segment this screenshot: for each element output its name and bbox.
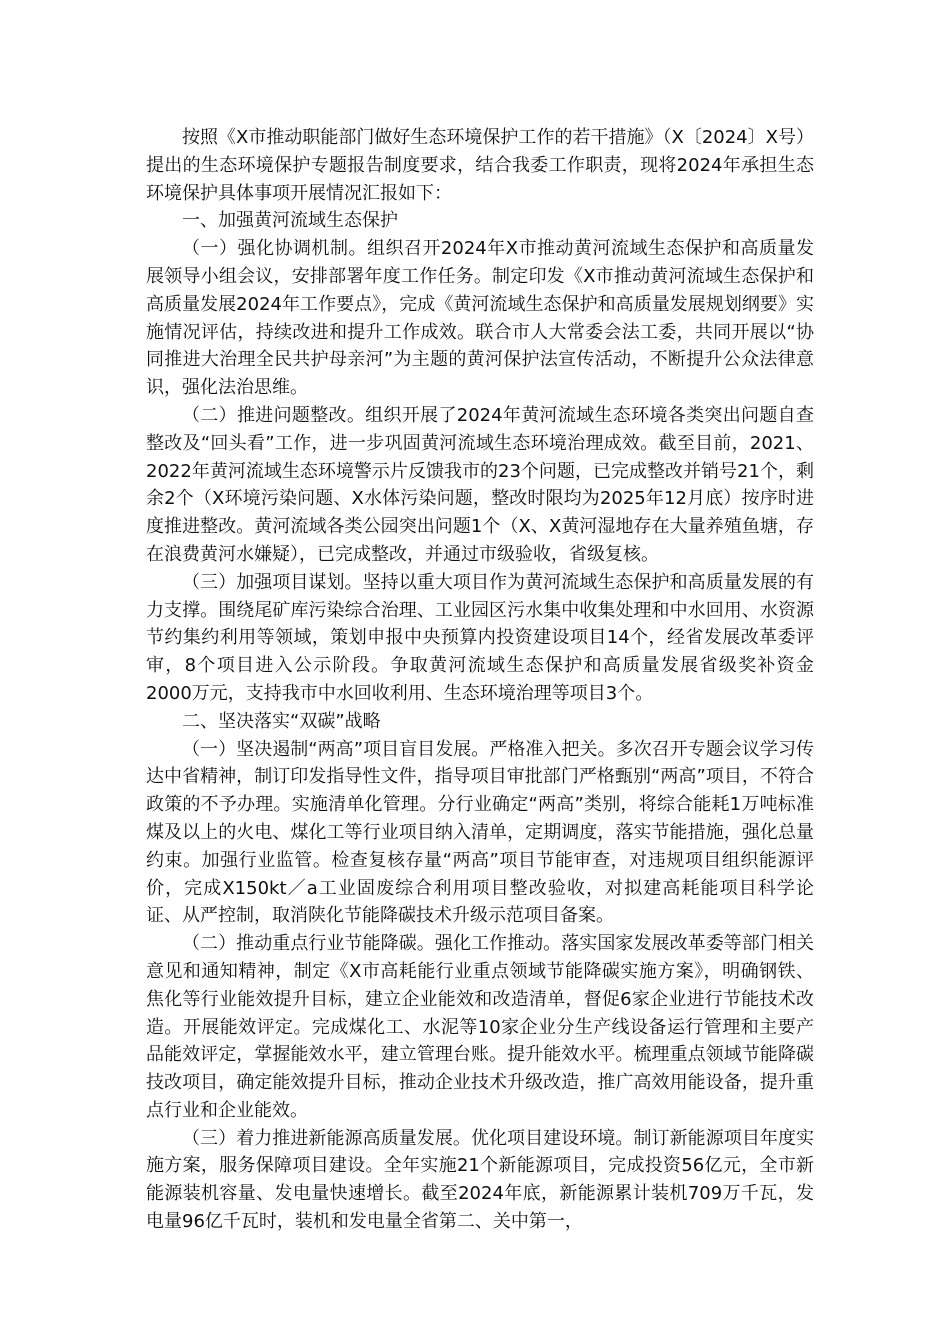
section-heading-2: 二、坚决落实“双碳”战略 — [182, 710, 381, 732]
document-body — [146, 124, 814, 1236]
paragraph-2-2: （二）推动重点行业节能降碳。强化工作推动。落实国家发展改革委等部门相关意见和通知精神，制定《X市高耗能行业重点领域节能降碳实施方案》，明确钢铁、焦化等行业能效提升目标，建立企业能效和改造清单，督促6家企业进行节能技术改造。开展能效评定。完成煤化工、水泥等10家企业分生产线设备运行管理和主要产品能效评定，掌握能效水平，建立管理台账。提升能效水平。梳理重点领域节能降碳技改项目，确定能效提升目标，推动企业技术升级改造，推广高效用能设备，提升重点行业和企业能效。 — [146, 933, 814, 1121]
paragraph-1-3: （三）加强项目谋划。坚持以重大项目作为黄河流域生态保护和高质量发展的有力支撑。围绕尾矿库污染综合治理、工业园区污水集中收集处理和中水回用、水资源节约集约利用等领域，策划申报中央预算内投资建设项目14个，经省发展改革委评审，8个项目进入公示阶段。争取黄河流域生态保护和高质量发展省级奖补资金2000万元，支持我市中水回收利用、生态环境治理等项目3个。 — [146, 571, 814, 704]
section-heading-1: 一、加强黄河流域生态保护 — [182, 210, 398, 232]
paragraph-1-1: （一）强化协调机制。组织召开2024年X市推动黄河流域生态保护和高质量发展领导小组会议，安排部署年度工作任务。制定印发《X市推动黄河流域生态保护和高质量发展2024年工作要点》，完成《黄河流域生态保护和高质量发展规划纲要》实施情况评估，持续改进和提升工作成效。联合市人大常委会法工委，共同开展以“协同推进大治理全民共护母亲河”为主题的黄河保护法宣传活动，不断提升公众法律意识，强化法治思维。 — [146, 238, 814, 399]
paragraph-2-1: （一）坚决遏制“两高”项目盲目发展。严格准入把关。多次召开专题会议学习传达中省精神，制订印发指导性文件，指导项目审批部门严格甄别“两高”项目，不符合政策的不予办理。实施清单化管理。分行业确定“两高”类别，将综合能耗1万吨标准煤及以上的火电、煤化工等行业项目纳入清单，定期调度，落实节能措施，强化总量约束。加强行业监管。检查复核存量“两高”项目节能审查，对违规项目组织能源评价，完成X150kt／a工业固废综合利用项目整改验收，对拟建高耗能项目科学论证、从严控制，取消陕化节能降碳技术升级示范项目备案。 — [146, 738, 814, 927]
intro-paragraph: 按照《X市推动职能部门做好生态环境保护工作的若干措施》（X〔2024〕X号）提出的生态环境保护专题报告制度要求，结合我委工作职责，现将2024年承担生态环境保护具体事项开展情况汇报如下： — [146, 127, 814, 204]
paragraph-2-3: （三）着力推进新能源高质量发展。优化项目建设环境。制订新能源项目年度实施方案，服务保障项目建设。全年实施21个新能源项目，完成投资56亿元，全市新能源装机容量、发电量快速增长。截至2024年底，新能源累计装机709万千瓦，发电量96亿千瓦时，装机和发电量全省第二、关中第一， — [146, 1127, 814, 1233]
paragraph-1-2: （二）推进问题整改。组织开展了2024年黄河流域生态环境各类突出问题自查整改及“回头看”工作，进一步巩固黄河流域生态环境治理成效。截至目前，2021、2022年黄河流域生态环境警示片反馈我市的23个问题，已完成整改并销号21个，剩余2个（X环境污染问题、X水体污染问题，整改时限均为2025年12月底）按序时进度推进整改。黄河流域各类公园突出问题1个（X、X黄河湿地存在大量养殖鱼塘，存在浪费黄河水嫌疑），已完成整改，并通过市级验收，省级复核。 — [146, 404, 814, 565]
